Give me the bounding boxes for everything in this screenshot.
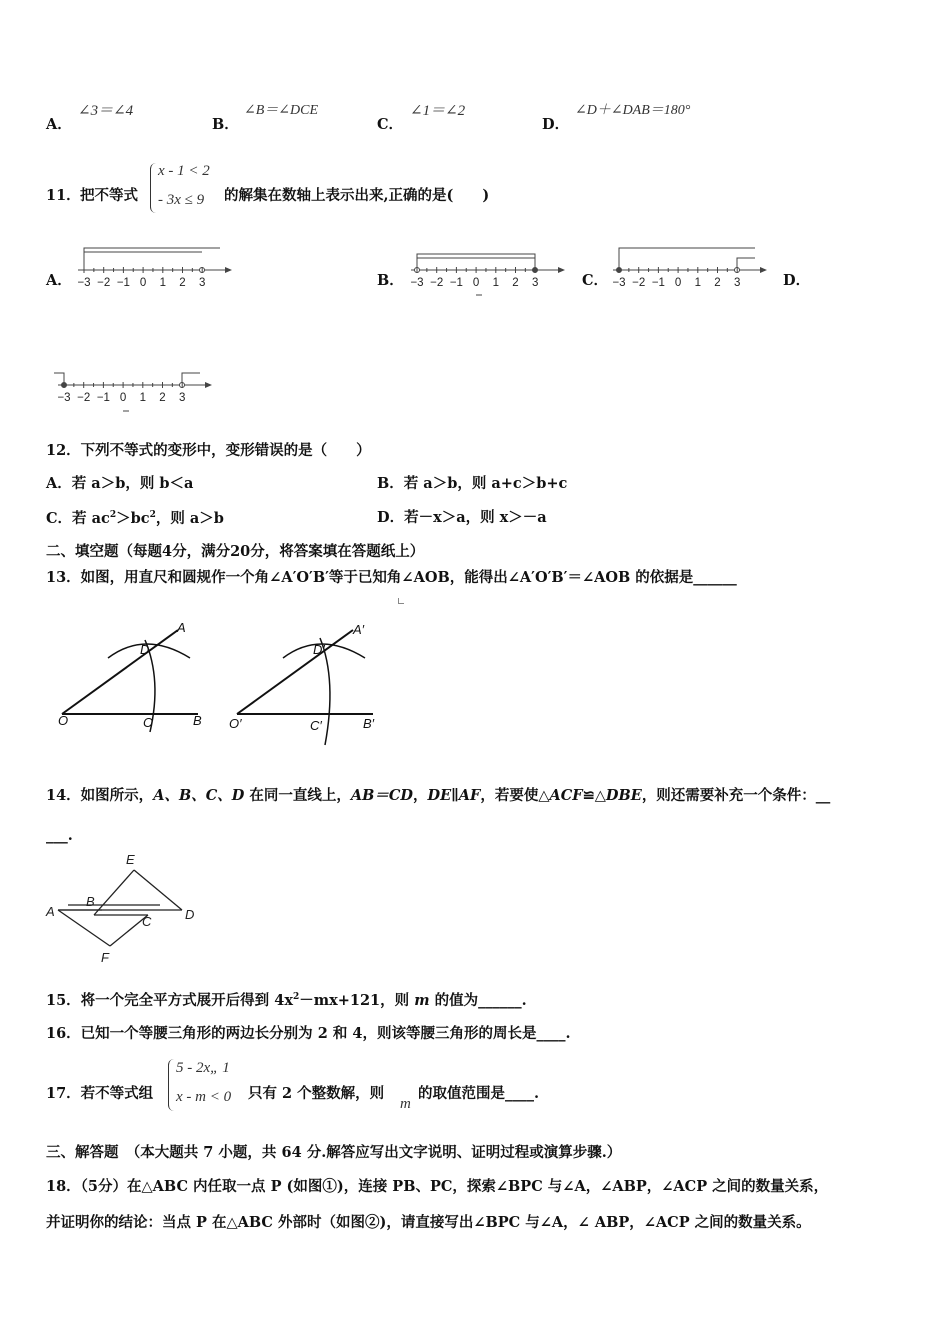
number-line-tick-label: 0 <box>472 277 480 289</box>
number-line-tick-label: 0 <box>139 277 147 289</box>
q15-sup: 2 <box>292 992 300 1002</box>
number-line-tick-label: 1 <box>492 277 500 289</box>
section-2-heading: 二、填空题（每题4分，满分20分，将答案填在答题纸上） <box>46 543 425 560</box>
q15-pre: 15．将一个完全平方式展开后得到 4x <box>46 991 293 1009</box>
number-line-tick-label: 1 <box>139 392 147 404</box>
number-line-tick-label: −1 <box>96 392 110 404</box>
q13-figure-copy <box>225 610 395 750</box>
q14-label-e: E <box>126 852 135 867</box>
number-line-tick-label: 3 <box>198 277 206 289</box>
q11-option-d-label: D． <box>783 272 811 289</box>
q14-cond2: DE∥AF <box>427 787 481 804</box>
number-line-tick-label: 3 <box>178 392 186 404</box>
q12-option-d: D．若－x＞a，则 x＞－a <box>377 509 547 526</box>
number-line-tick-label: −2 <box>77 392 91 404</box>
q14-cond1: AB＝CD <box>350 787 413 804</box>
q13-stem: 13．如图，用直尺和圆规作一个角∠A′O′B′等于已知角∠AOB，能得出∠A′O′B′＝∠AOB 的依据是______ <box>46 569 737 586</box>
q14-stem-mid: 在同一直线上， <box>244 787 351 804</box>
number-line-tick-label: −1 <box>651 277 665 289</box>
q12-c-sup2: 2 <box>149 510 156 520</box>
q15-stem <box>46 993 527 1008</box>
q14-tri1: ACF <box>549 787 583 804</box>
q10-option-c-expr: ∠1＝∠2 <box>410 103 466 119</box>
q15-mid: －mx+121，则 <box>299 991 415 1009</box>
q17-system-line1: 5 - 2x„ 1 <box>176 1060 230 1076</box>
number-line-tick-label: −1 <box>116 277 130 289</box>
number-line-tick-label: 1 <box>159 277 167 289</box>
q14-stem <box>46 789 830 804</box>
q17-mid: 只有 2 个整数解，则 <box>248 1085 385 1102</box>
number-line-tick-label: 3 <box>531 277 539 289</box>
q13-stray-mark <box>398 598 404 604</box>
number-line-tick-label: −2 <box>632 277 646 289</box>
q13-f2-label-b: B′ <box>363 716 375 731</box>
q14-cong: ≌△ <box>582 787 606 804</box>
number-line-tick-label: −2 <box>97 277 111 289</box>
q11-number-line-a <box>70 240 235 295</box>
q11-system-line2: - 3x ≤ 9 <box>158 192 205 208</box>
number-line-tick-label: 2 <box>179 277 186 289</box>
q17-pre: 17．若不等式组 <box>46 1085 154 1102</box>
q11-number: 11． <box>46 187 81 204</box>
number-line-tick-label: −3 <box>57 392 71 404</box>
q13-f1-label-o: O <box>58 713 69 728</box>
q14-label-d: D <box>185 907 195 922</box>
q18-line1: 18．（5分）在△ABC 内任取一点 P (如图①)，连接 PB、PC，探索∠BPC 与∠A，∠ABP，∠ACP 之间的数量关系， <box>46 1178 829 1195</box>
q12-option-b: B．若 a＞b，则 a+c＞b+c <box>377 475 568 492</box>
number-line-tick-label: 2 <box>512 277 519 289</box>
q10-option-d-label: D． <box>542 116 570 133</box>
q14-tri2: DBE <box>605 787 642 804</box>
q11-number-line-b <box>403 240 568 300</box>
section-3-heading: 三、解答题 （本大题共 7 小题，共 64 分.解答应写出文字说明、证明过程或演算步骤.） <box>46 1144 622 1161</box>
q13-f2-label-c: C′ <box>310 718 322 733</box>
q12-c-sup1: 2 <box>109 510 117 520</box>
q14-label-b: B <box>86 894 95 909</box>
q12-option-c <box>46 511 224 526</box>
number-line-tick-label: −3 <box>77 277 91 289</box>
q11-option-b-label: B． <box>377 272 404 289</box>
q14-label-c: C <box>142 914 152 929</box>
q10-option-a-label: A． <box>46 116 72 133</box>
q14-stem-pre: 14．如图所示， <box>46 787 154 804</box>
q15-post: 的值为______. <box>429 991 527 1009</box>
number-line-tick-label: 2 <box>714 277 721 289</box>
number-line-tick-label: 1 <box>694 277 702 289</box>
q13-f1-label-b: B <box>193 713 202 728</box>
q11-stem-before: 把不等式 <box>80 187 138 204</box>
q11-system-brace <box>150 163 156 213</box>
number-line-tick-label: −3 <box>410 277 424 289</box>
q10-option-d-expr: ∠D＋∠DAB＝180° <box>575 103 691 118</box>
q12-option-a: A．若 a＞b，则 b＜a <box>46 475 194 492</box>
q14-figure <box>40 848 210 966</box>
q11-stem-after: 的解集在数轴上表示出来,正确的是( ) <box>224 187 490 204</box>
q10-option-b-expr: ∠B＝∠DCE <box>244 103 319 118</box>
q13-f1-label-c: C <box>143 715 153 730</box>
number-line-tick-label: 3 <box>733 277 741 289</box>
q14-points: A、B、C、D <box>153 787 245 804</box>
q10-option-b-label: B． <box>212 116 239 133</box>
q16-stem: 16．已知一个等腰三角形的两边长分别为 2 和 4，则该等腰三角形的周长是____. <box>46 1025 571 1042</box>
q14-blank-cont: ___. <box>46 827 73 844</box>
q10-option-a-expr: ∠3＝∠4 <box>78 103 134 119</box>
number-line-tick-label: −1 <box>449 277 463 289</box>
q12-c-post: ，则 a＞b <box>155 509 224 527</box>
q17-post: 的取值范围是____. <box>418 1085 540 1102</box>
q11-option-c-label: C． <box>582 272 609 289</box>
number-line-tick-label: 2 <box>159 392 166 404</box>
q17-m: m <box>400 1096 411 1112</box>
q14-label-a: A <box>46 904 55 919</box>
q11-number-line-c <box>605 240 770 295</box>
q18-line2: 并证明你的结论：当点 P 在△ABC 外部时（如图②)，请直接写出∠BPC 与∠A，∠ ABP，∠ACP 之间的数量关系。 <box>46 1214 811 1231</box>
q13-f2-label-o: O′ <box>229 716 242 731</box>
q13-f2-label-a: A′ <box>353 622 365 637</box>
q10-option-c-label: C． <box>377 116 404 133</box>
q13-f1-label-d: D <box>140 642 150 657</box>
q13-figure-original <box>50 610 220 740</box>
q17-system-brace <box>168 1059 174 1111</box>
q11-number-line-d <box>50 355 215 415</box>
q11-system-line1: x - 1 < 2 <box>158 163 210 179</box>
number-line-tick-label: −2 <box>430 277 444 289</box>
q14-sep: ， <box>413 787 428 804</box>
number-line-tick-label: 0 <box>674 277 682 289</box>
q15-m: m <box>414 991 430 1009</box>
number-line-tick-label: 0 <box>119 392 127 404</box>
q12-stem: 12．下列不等式的变形中，变形错误的是（ ） <box>46 442 371 459</box>
q17-system-line2: x - m < 0 <box>176 1089 232 1105</box>
q14-label-f: F <box>101 950 109 965</box>
q14-stem-post: ，则还需要补充一个条件：__ <box>641 787 831 804</box>
q14-stem-mid2: ，若要使△ <box>480 787 550 804</box>
q11-option-a-label: A． <box>46 272 72 289</box>
q12-c-mid: ＞bc <box>116 509 150 527</box>
q12-c-pre: C．若 ac <box>46 509 110 527</box>
q13-f1-label-a: A <box>177 620 186 635</box>
q13-f2-label-d: D′ <box>313 642 325 657</box>
number-line-tick-label: −3 <box>612 277 626 289</box>
